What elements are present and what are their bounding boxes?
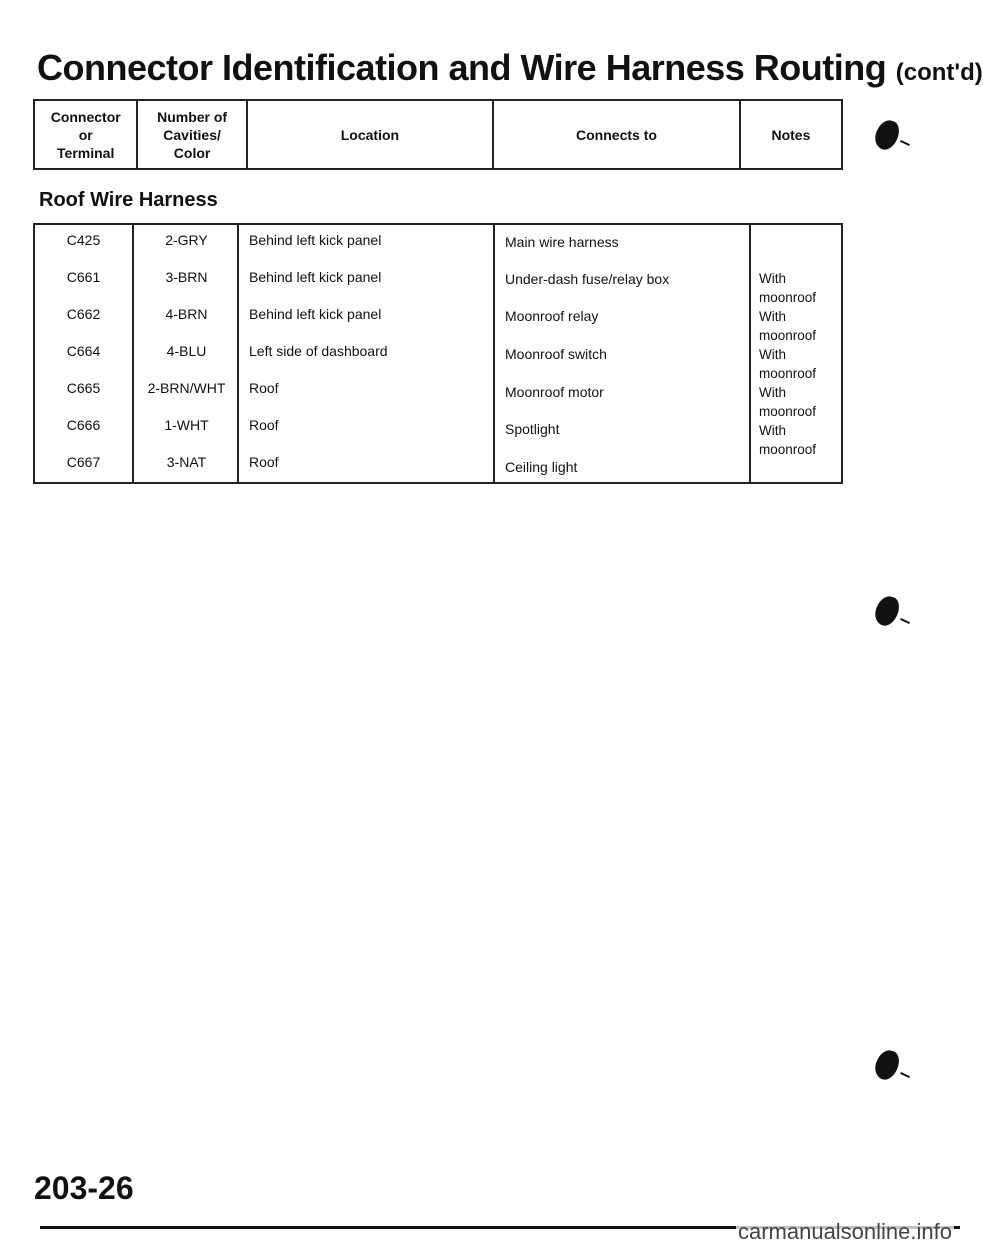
binder-tick-mark [900,140,910,146]
column-header-table [33,99,843,170]
cavities-cell: 3-BRN [165,269,208,285]
location-cell: Behind left kick panel [249,232,382,248]
cavities-cell: 2-GRY [165,232,208,248]
notes-column [749,225,841,482]
header-cavities-line: Color [173,144,211,161]
connector-cell: C662 [66,306,101,322]
location-cell: Roof [249,417,279,433]
header-connector-line: or [78,126,93,143]
binder-hole-mark [872,1047,902,1082]
header-connects-to: Connects to [493,100,740,169]
connects-to-cell: Main wire harness [505,234,619,250]
location-cell: Behind left kick panel [249,269,382,285]
connects-to-cell: Spotlight [505,421,560,437]
header-location: Location [247,100,493,169]
binder-hole-mark [872,593,902,628]
header-cavities [137,100,246,169]
binder-tick-mark [900,1072,910,1078]
title-main: Connector Identification and Wire Harness Routing [37,47,887,88]
note-line: moonroof [759,290,817,305]
note-line: moonroof [759,442,817,457]
connector-cell: C667 [66,454,101,470]
connects-to-cell: Moonroof motor [505,384,604,400]
connector-cell: C664 [66,343,101,359]
note-line: With [759,309,786,324]
connector-cell: C666 [66,417,101,433]
connector-cell: C425 [66,232,101,248]
note-line: With [759,385,786,400]
location-column [237,225,495,482]
note-line: moonroof [759,328,817,343]
connects-to-cell: Moonroof relay [505,308,599,324]
connector-column [35,225,132,482]
page-number: 203-26 [34,1170,134,1206]
header-connector-line: Connector [50,108,121,125]
connector-cell: C661 [66,269,101,285]
connects-to-column [493,225,751,482]
title-suffix: (cont'd) [895,59,983,86]
note-line: With [759,271,786,286]
location-cell: Roof [249,380,279,396]
binder-hole-mark [872,117,902,152]
connects-to-cell: Moonroof switch [505,346,607,362]
connects-to-cell: Ceiling light [505,459,578,475]
cavities-cell: 2-BRN/WHT [147,380,226,396]
header-cavities-line: Cavities/ [163,126,221,143]
page-title [37,47,983,89]
note-line: With [759,423,786,438]
connector-cell: C665 [66,380,101,396]
header-cavities-line: Number of [157,108,228,125]
location-cell: Left side of dashboard [249,343,388,359]
cavities-cell: 3-NAT [166,454,207,470]
location-cell: Behind left kick panel [249,306,382,322]
watermark: carmanualsonline.info [737,1219,952,1244]
header-connector [34,100,137,169]
roof-harness-table [33,223,843,484]
cavities-cell: 4-BRN [165,306,208,322]
header-notes: Notes [740,100,842,169]
connects-to-cell: Under-dash fuse/relay box [505,271,670,287]
binder-tick-mark [900,618,910,624]
cavities-column [132,225,239,482]
note-line: moonroof [759,404,817,419]
cavities-cell: 1-WHT [164,417,209,433]
notes-cell [759,269,839,459]
note-line: moonroof [759,366,817,381]
location-cell: Roof [249,454,279,470]
note-line: With [759,347,786,362]
cavities-cell: 4-BLU [166,343,207,359]
header-connector-line: Terminal [57,144,115,161]
section-title: Roof Wire Harness [39,189,218,211]
